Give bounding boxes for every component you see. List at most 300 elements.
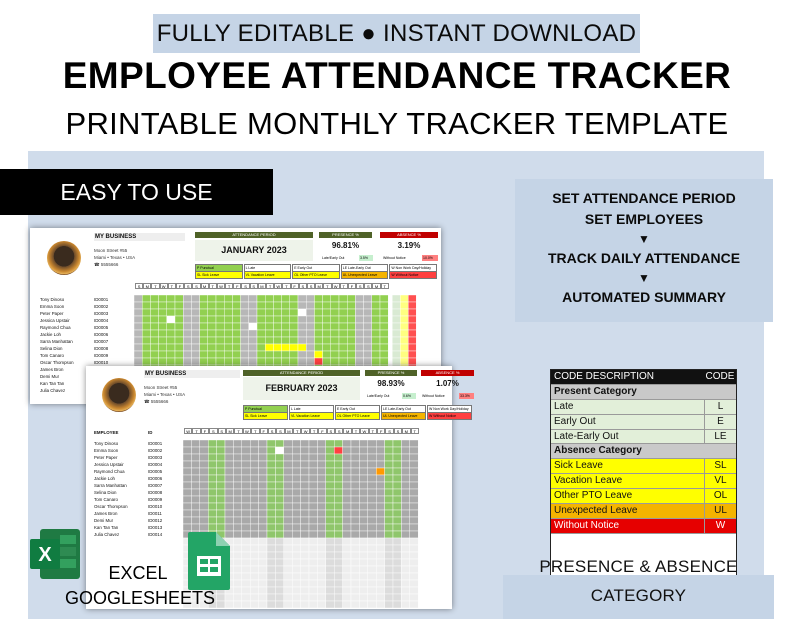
attendance-cell[interactable] <box>257 351 265 358</box>
attendance-cell[interactable] <box>208 302 216 309</box>
attendance-cell[interactable] <box>339 351 347 358</box>
attendance-cell[interactable] <box>351 587 359 594</box>
attendance-cell[interactable] <box>208 447 216 454</box>
attendance-cell[interactable] <box>275 447 283 454</box>
attendance-cell[interactable] <box>339 316 347 323</box>
attendance-cell[interactable] <box>242 594 250 601</box>
attendance-cell[interactable] <box>339 344 347 351</box>
attendance-cell[interactable] <box>134 344 142 351</box>
attendance-cell[interactable] <box>380 316 388 323</box>
attendance-cell[interactable] <box>317 517 325 524</box>
attendance-cell[interactable] <box>376 531 384 538</box>
attendance-cell[interactable] <box>355 323 363 330</box>
summary-absence-cell[interactable] <box>438 447 446 454</box>
attendance-cell[interactable] <box>401 440 409 447</box>
attendance-cell[interactable] <box>376 545 384 552</box>
attendance-cell[interactable] <box>301 545 309 552</box>
attendance-cell[interactable] <box>233 454 241 461</box>
attendance-cell[interactable] <box>351 468 359 475</box>
attendance-cell[interactable] <box>284 524 292 531</box>
attendance-cell[interactable] <box>175 302 183 309</box>
attendance-cell[interactable] <box>241 351 249 358</box>
attendance-cell[interactable] <box>393 447 401 454</box>
attendance-cell[interactable] <box>265 295 273 302</box>
attendance-cell[interactable] <box>275 517 283 524</box>
attendance-cell[interactable] <box>217 482 225 489</box>
attendance-cell[interactable] <box>368 475 376 482</box>
attendance-cell[interactable] <box>314 351 322 358</box>
attendance-cell[interactable] <box>334 503 342 510</box>
attendance-cell[interactable] <box>175 337 183 344</box>
summary-percent-cell[interactable] <box>400 309 408 316</box>
attendance-cell[interactable] <box>385 517 393 524</box>
attendance-cell[interactable] <box>216 302 224 309</box>
attendance-cell[interactable] <box>191 454 199 461</box>
attendance-cell[interactable] <box>284 496 292 503</box>
summary-absence-cell[interactable] <box>438 503 446 510</box>
attendance-cell[interactable] <box>401 468 409 475</box>
attendance-cell[interactable] <box>385 545 393 552</box>
attendance-cell[interactable] <box>250 545 258 552</box>
summary-present-cell[interactable] <box>422 468 430 475</box>
attendance-cell[interactable] <box>410 510 418 517</box>
summary-absence-cell[interactable] <box>408 309 416 316</box>
attendance-cell[interactable] <box>359 489 367 496</box>
attendance-cell[interactable] <box>242 475 250 482</box>
summary-present-cell[interactable] <box>422 601 430 608</box>
attendance-cell[interactable] <box>359 447 367 454</box>
summary-percent-cell[interactable] <box>430 489 438 496</box>
attendance-cell[interactable] <box>208 344 216 351</box>
attendance-cell[interactable] <box>317 454 325 461</box>
attendance-cell[interactable] <box>314 358 322 365</box>
attendance-cell[interactable] <box>217 510 225 517</box>
attendance-cell[interactable] <box>232 302 240 309</box>
attendance-cell[interactable] <box>385 510 393 517</box>
attendance-cell[interactable] <box>142 295 150 302</box>
attendance-cell[interactable] <box>216 323 224 330</box>
attendance-cell[interactable] <box>401 601 409 608</box>
attendance-cell[interactable] <box>259 601 267 608</box>
employee-row[interactable] <box>94 447 174 454</box>
attendance-cell[interactable] <box>364 323 372 330</box>
attendance-cell[interactable] <box>301 531 309 538</box>
attendance-cell[interactable] <box>200 461 208 468</box>
attendance-cell[interactable] <box>282 309 290 316</box>
attendance-cell[interactable] <box>216 351 224 358</box>
attendance-cell[interactable] <box>385 468 393 475</box>
attendance-cell[interactable] <box>265 358 273 365</box>
attendance-cell[interactable] <box>317 447 325 454</box>
attendance-cell[interactable] <box>309 475 317 482</box>
attendance-cell[interactable] <box>250 482 258 489</box>
employee-row[interactable] <box>94 440 174 447</box>
attendance-cell[interactable] <box>284 440 292 447</box>
attendance-cell[interactable] <box>376 510 384 517</box>
attendance-cell[interactable] <box>317 461 325 468</box>
attendance-cell[interactable] <box>368 545 376 552</box>
attendance-cell[interactable] <box>372 323 380 330</box>
attendance-cell[interactable] <box>250 510 258 517</box>
attendance-cell[interactable] <box>284 566 292 573</box>
attendance-cell[interactable] <box>225 440 233 447</box>
attendance-cell[interactable] <box>343 580 351 587</box>
summary-absence-cell[interactable] <box>438 573 446 580</box>
attendance-cell[interactable] <box>242 524 250 531</box>
attendance-cell[interactable] <box>339 323 347 330</box>
attendance-cell[interactable] <box>334 517 342 524</box>
attendance-cell[interactable] <box>242 517 250 524</box>
attendance-cell[interactable] <box>191 517 199 524</box>
attendance-cell[interactable] <box>284 454 292 461</box>
attendance-cell[interactable] <box>290 323 298 330</box>
attendance-cell[interactable] <box>368 573 376 580</box>
attendance-cell[interactable] <box>242 454 250 461</box>
attendance-cell[interactable] <box>393 545 401 552</box>
attendance-cell[interactable] <box>267 559 275 566</box>
attendance-cell[interactable] <box>217 496 225 503</box>
attendance-cell[interactable] <box>292 489 300 496</box>
attendance-cell[interactable] <box>298 309 306 316</box>
attendance-cell[interactable] <box>314 337 322 344</box>
attendance-cell[interactable] <box>275 524 283 531</box>
attendance-cell[interactable] <box>241 309 249 316</box>
attendance-cell[interactable] <box>232 323 240 330</box>
summary-percent-cell[interactable] <box>430 587 438 594</box>
attendance-cell[interactable] <box>331 309 339 316</box>
attendance-cell[interactable] <box>200 330 208 337</box>
attendance-cell[interactable] <box>208 440 216 447</box>
attendance-cell[interactable] <box>250 503 258 510</box>
attendance-cell[interactable] <box>241 323 249 330</box>
attendance-cell[interactable] <box>242 580 250 587</box>
attendance-cell[interactable] <box>275 573 283 580</box>
attendance-cell[interactable] <box>298 295 306 302</box>
attendance-cell[interactable] <box>343 510 351 517</box>
attendance-cell[interactable] <box>317 566 325 573</box>
attendance-cell[interactable] <box>347 358 355 365</box>
attendance-cell[interactable] <box>376 573 384 580</box>
attendance-cell[interactable] <box>191 295 199 302</box>
attendance-cell[interactable] <box>232 358 240 365</box>
summary-percent-cell[interactable] <box>430 510 438 517</box>
attendance-cell[interactable] <box>273 302 281 309</box>
summary-absence-cell[interactable] <box>438 531 446 538</box>
attendance-cell[interactable] <box>267 545 275 552</box>
attendance-cell[interactable] <box>314 302 322 309</box>
attendance-cell[interactable] <box>216 295 224 302</box>
attendance-cell[interactable] <box>284 573 292 580</box>
attendance-cell[interactable] <box>343 545 351 552</box>
attendance-cell[interactable] <box>410 573 418 580</box>
attendance-cell[interactable] <box>323 323 331 330</box>
attendance-cell[interactable] <box>368 566 376 573</box>
attendance-cell[interactable] <box>385 489 393 496</box>
attendance-cell[interactable] <box>306 302 314 309</box>
attendance-cell[interactable] <box>142 309 150 316</box>
attendance-cell[interactable] <box>334 489 342 496</box>
attendance-cell[interactable] <box>259 489 267 496</box>
attendance-cell[interactable] <box>290 295 298 302</box>
attendance-cell[interactable] <box>339 337 347 344</box>
attendance-cell[interactable] <box>376 454 384 461</box>
attendance-cell[interactable] <box>208 482 216 489</box>
attendance-cell[interactable] <box>323 302 331 309</box>
attendance-cell[interactable] <box>334 482 342 489</box>
attendance-cell[interactable] <box>323 337 331 344</box>
attendance-cell[interactable] <box>200 475 208 482</box>
attendance-cell[interactable] <box>275 510 283 517</box>
attendance-cell[interactable] <box>393 475 401 482</box>
attendance-cell[interactable] <box>306 295 314 302</box>
attendance-cell[interactable] <box>159 358 167 365</box>
attendance-cell[interactable] <box>142 302 150 309</box>
attendance-cell[interactable] <box>368 601 376 608</box>
attendance-cell[interactable] <box>159 316 167 323</box>
attendance-cell[interactable] <box>334 559 342 566</box>
attendance-cell[interactable] <box>200 323 208 330</box>
attendance-cell[interactable] <box>368 468 376 475</box>
attendance-cell[interactable] <box>282 295 290 302</box>
attendance-cell[interactable] <box>326 475 334 482</box>
attendance-cell[interactable] <box>380 351 388 358</box>
attendance-cell[interactable] <box>267 538 275 545</box>
attendance-cell[interactable] <box>317 482 325 489</box>
attendance-cell[interactable] <box>282 337 290 344</box>
attendance-cell[interactable] <box>401 524 409 531</box>
attendance-cell[interactable] <box>183 330 191 337</box>
attendance-cell[interactable] <box>159 309 167 316</box>
attendance-cell[interactable] <box>242 545 250 552</box>
attendance-cell[interactable] <box>233 566 241 573</box>
summary-present-cell[interactable] <box>392 344 400 351</box>
attendance-cell[interactable] <box>368 454 376 461</box>
attendance-cell[interactable] <box>134 358 142 365</box>
summary-absence-cell[interactable] <box>408 330 416 337</box>
attendance-cell[interactable] <box>175 309 183 316</box>
attendance-cell[interactable] <box>410 454 418 461</box>
attendance-cell[interactable] <box>309 538 317 545</box>
attendance-cell[interactable] <box>309 601 317 608</box>
summary-absence-cell[interactable] <box>438 524 446 531</box>
employee-row[interactable] <box>94 461 174 468</box>
attendance-cell[interactable] <box>217 440 225 447</box>
attendance-cell[interactable] <box>249 309 257 316</box>
attendance-cell[interactable] <box>167 309 175 316</box>
attendance-cell[interactable] <box>326 524 334 531</box>
attendance-cell[interactable] <box>259 531 267 538</box>
attendance-cell[interactable] <box>359 517 367 524</box>
attendance-cell[interactable] <box>364 302 372 309</box>
attendance-cell[interactable] <box>401 552 409 559</box>
attendance-cell[interactable] <box>393 517 401 524</box>
attendance-cell[interactable] <box>326 503 334 510</box>
attendance-cell[interactable] <box>273 344 281 351</box>
attendance-cell[interactable] <box>267 594 275 601</box>
attendance-cell[interactable] <box>385 580 393 587</box>
attendance-cell[interactable] <box>326 468 334 475</box>
attendance-cell[interactable] <box>241 302 249 309</box>
attendance-cell[interactable] <box>142 358 150 365</box>
attendance-cell[interactable] <box>290 337 298 344</box>
attendance-cell[interactable] <box>183 316 191 323</box>
attendance-cell[interactable] <box>376 566 384 573</box>
attendance-cell[interactable] <box>216 316 224 323</box>
attendance-cell[interactable] <box>183 440 191 447</box>
attendance-cell[interactable] <box>317 531 325 538</box>
attendance-cell[interactable] <box>298 330 306 337</box>
attendance-cell[interactable] <box>309 531 317 538</box>
attendance-cell[interactable] <box>326 594 334 601</box>
employee-row[interactable] <box>94 531 174 538</box>
attendance-cell[interactable] <box>242 496 250 503</box>
summary-present-cell[interactable] <box>422 587 430 594</box>
attendance-cell[interactable] <box>267 475 275 482</box>
attendance-cell[interactable] <box>393 454 401 461</box>
attendance-cell[interactable] <box>282 358 290 365</box>
attendance-cell[interactable] <box>309 461 317 468</box>
attendance-cell[interactable] <box>301 517 309 524</box>
attendance-cell[interactable] <box>208 316 216 323</box>
attendance-cell[interactable] <box>376 587 384 594</box>
attendance-cell[interactable] <box>134 302 142 309</box>
attendance-cell[interactable] <box>275 538 283 545</box>
summary-percent-cell[interactable] <box>430 482 438 489</box>
summary-percent-cell[interactable] <box>430 594 438 601</box>
attendance-cell[interactable] <box>265 302 273 309</box>
summary-absence-cell[interactable] <box>438 510 446 517</box>
attendance-cell[interactable] <box>200 517 208 524</box>
attendance-cell[interactable] <box>292 573 300 580</box>
attendance-cell[interactable] <box>368 440 376 447</box>
attendance-cell[interactable] <box>191 323 199 330</box>
attendance-cell[interactable] <box>410 559 418 566</box>
attendance-cell[interactable] <box>150 344 158 351</box>
attendance-cell[interactable] <box>217 503 225 510</box>
summary-absence-cell[interactable] <box>438 440 446 447</box>
attendance-cell[interactable] <box>368 461 376 468</box>
attendance-cell[interactable] <box>393 468 401 475</box>
attendance-cell[interactable] <box>343 524 351 531</box>
attendance-cell[interactable] <box>200 358 208 365</box>
attendance-cell[interactable] <box>250 461 258 468</box>
attendance-cell[interactable] <box>376 601 384 608</box>
attendance-cell[interactable] <box>334 573 342 580</box>
summary-absence-cell[interactable] <box>408 295 416 302</box>
employee-row[interactable] <box>40 296 120 303</box>
attendance-cell[interactable] <box>339 358 347 365</box>
employee-row[interactable] <box>94 510 174 517</box>
employee-row[interactable] <box>94 454 174 461</box>
employee-row[interactable] <box>40 345 120 352</box>
attendance-cell[interactable] <box>347 337 355 344</box>
attendance-cell[interactable] <box>183 475 191 482</box>
attendance-cell[interactable] <box>343 503 351 510</box>
attendance-cell[interactable] <box>275 475 283 482</box>
attendance-cell[interactable] <box>334 531 342 538</box>
attendance-cell[interactable] <box>200 503 208 510</box>
attendance-cell[interactable] <box>233 496 241 503</box>
attendance-cell[interactable] <box>249 337 257 344</box>
attendance-cell[interactable] <box>249 323 257 330</box>
attendance-cell[interactable] <box>326 531 334 538</box>
attendance-cell[interactable] <box>224 337 232 344</box>
attendance-cell[interactable] <box>376 440 384 447</box>
attendance-cell[interactable] <box>401 489 409 496</box>
attendance-cell[interactable] <box>233 559 241 566</box>
attendance-cell[interactable] <box>334 580 342 587</box>
attendance-cell[interactable] <box>359 587 367 594</box>
attendance-cell[interactable] <box>301 538 309 545</box>
attendance-cell[interactable] <box>267 440 275 447</box>
attendance-cell[interactable] <box>242 552 250 559</box>
attendance-cell[interactable] <box>183 482 191 489</box>
attendance-cell[interactable] <box>233 573 241 580</box>
attendance-cell[interactable] <box>159 330 167 337</box>
attendance-cell[interactable] <box>267 461 275 468</box>
attendance-cell[interactable] <box>401 531 409 538</box>
attendance-cell[interactable] <box>284 468 292 475</box>
attendance-cell[interactable] <box>225 447 233 454</box>
attendance-cell[interactable] <box>249 316 257 323</box>
summary-present-cell[interactable] <box>422 559 430 566</box>
attendance-cell[interactable] <box>273 295 281 302</box>
attendance-cell[interactable] <box>309 566 317 573</box>
attendance-cell[interactable] <box>410 524 418 531</box>
attendance-cell[interactable] <box>191 503 199 510</box>
attendance-cell[interactable] <box>191 482 199 489</box>
attendance-cell[interactable] <box>134 330 142 337</box>
attendance-cell[interactable] <box>241 344 249 351</box>
attendance-cell[interactable] <box>242 503 250 510</box>
employee-row[interactable] <box>40 317 120 324</box>
attendance-cell[interactable] <box>265 337 273 344</box>
attendance-cell[interactable] <box>233 489 241 496</box>
attendance-cell[interactable] <box>292 475 300 482</box>
attendance-cell[interactable] <box>134 337 142 344</box>
attendance-cell[interactable] <box>167 351 175 358</box>
summary-percent-cell[interactable] <box>430 517 438 524</box>
attendance-cell[interactable] <box>410 440 418 447</box>
attendance-cell[interactable] <box>351 531 359 538</box>
attendance-cell[interactable] <box>393 587 401 594</box>
attendance-cell[interactable] <box>393 573 401 580</box>
attendance-cell[interactable] <box>167 330 175 337</box>
attendance-cell[interactable] <box>385 566 393 573</box>
summary-present-cell[interactable] <box>422 482 430 489</box>
attendance-cell[interactable] <box>175 358 183 365</box>
attendance-cell[interactable] <box>265 351 273 358</box>
attendance-cell[interactable] <box>343 594 351 601</box>
attendance-cell[interactable] <box>259 566 267 573</box>
summary-percent-cell[interactable] <box>430 496 438 503</box>
attendance-cell[interactable] <box>298 323 306 330</box>
attendance-cell[interactable] <box>233 517 241 524</box>
summary-present-cell[interactable] <box>422 517 430 524</box>
summary-absence-cell[interactable] <box>408 302 416 309</box>
attendance-cell[interactable] <box>232 309 240 316</box>
attendance-cell[interactable] <box>267 489 275 496</box>
attendance-cell[interactable] <box>282 323 290 330</box>
summary-present-cell[interactable] <box>422 496 430 503</box>
attendance-cell[interactable] <box>309 496 317 503</box>
attendance-cell[interactable] <box>150 323 158 330</box>
attendance-cell[interactable] <box>298 316 306 323</box>
attendance-cell[interactable] <box>183 447 191 454</box>
attendance-cell[interactable] <box>380 344 388 351</box>
attendance-cell[interactable] <box>323 344 331 351</box>
attendance-cell[interactable] <box>159 337 167 344</box>
